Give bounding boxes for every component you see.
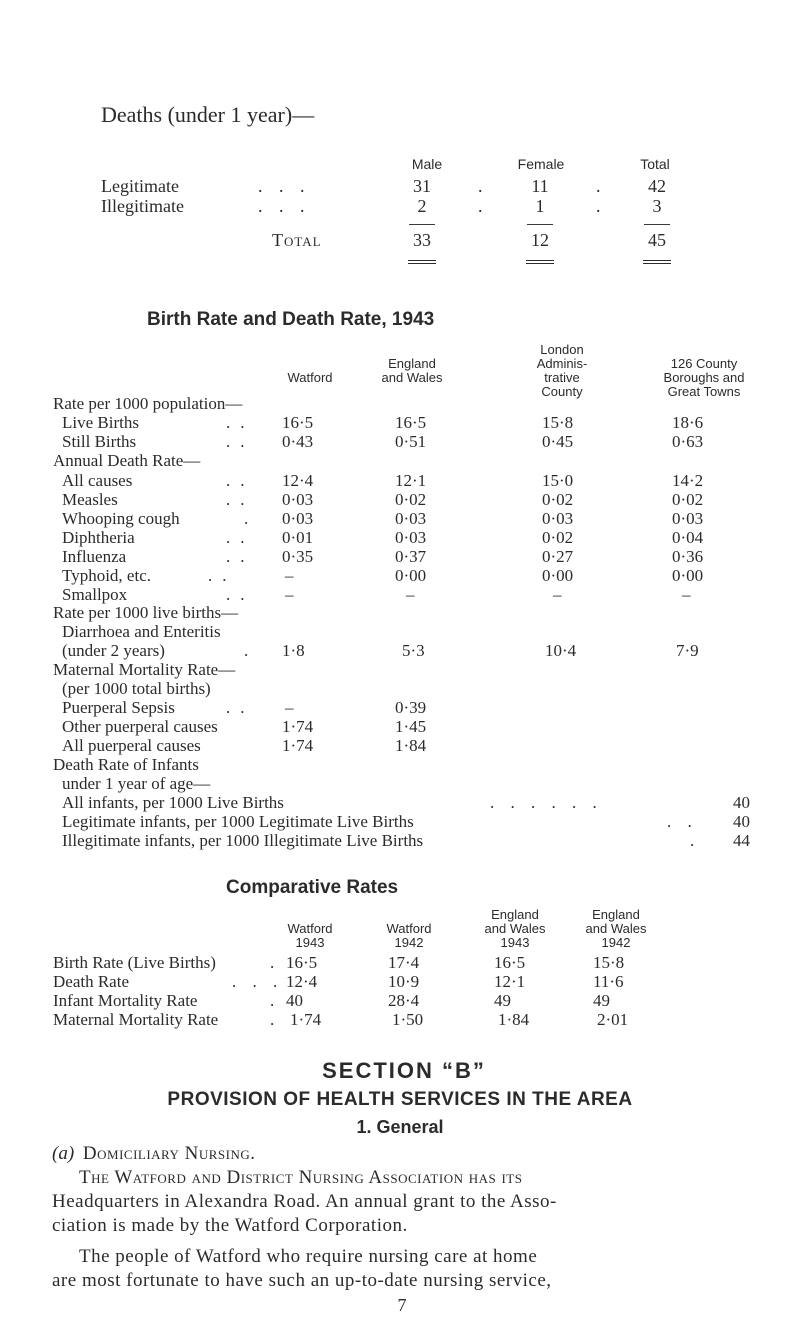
value-watford: 1·74: [282, 717, 314, 736]
male-value: 31: [413, 176, 431, 196]
value-watford: –: [285, 566, 294, 585]
value-watford-1943: 40: [286, 991, 303, 1010]
value-england: 0·39: [395, 698, 427, 717]
row-label: Smallpox: [62, 585, 128, 604]
value-watford: 0·03: [282, 490, 314, 509]
value-watford: 1·8: [282, 641, 305, 660]
leader-dots: ..: [226, 490, 255, 509]
leader-dots: . . . . . .: [490, 793, 603, 812]
comp-col-watford-1942: Watford 1942: [386, 921, 432, 950]
para1-line2: Headquarters in Alexandra Road. An annual grant to the Asso-: [52, 1191, 557, 1212]
leader-dots: .: [244, 641, 249, 660]
value-england: 0·00: [395, 566, 427, 585]
female-value: 11: [531, 176, 549, 196]
value-england-1942: 15·8: [593, 953, 625, 972]
section-b-subheading: PROVISION OF HEALTH SERVICES IN THE AREA: [167, 1089, 633, 1110]
row-label: Maternal Mortality Rate: [53, 1010, 219, 1029]
value-boroughs: 0·04: [672, 528, 704, 547]
item-title: Domiciliary Nursing.: [82, 1143, 256, 1164]
leader-dots: .: [270, 953, 275, 972]
leader-dots: ..: [226, 413, 255, 432]
value-watford-1942: 10·9: [388, 972, 420, 991]
row-label: All puerperal causes: [62, 736, 201, 755]
comp-col-watford-1943: Watford 1943: [287, 921, 333, 950]
col-header-county-boroughs: 126 County Boroughs and Great Towns: [663, 356, 745, 399]
value-boroughs: –: [682, 585, 691, 604]
col-header-london: London Adminis- trative County: [536, 342, 588, 399]
grand-total: 45: [648, 230, 666, 250]
value-england: 0·51: [395, 432, 427, 451]
value-london: 0·02: [542, 490, 574, 509]
value-london: 0·27: [542, 547, 574, 566]
section-rate-live-births: Rate per 1000 live births—: [53, 603, 239, 622]
row-label: Infant Mortality Rate: [53, 991, 198, 1010]
value-england: –: [406, 585, 415, 604]
value-england: 0·02: [395, 490, 427, 509]
section-maternal-mortality: Maternal Mortality Rate—: [53, 660, 236, 679]
value-watford-1943: 16·5: [286, 953, 318, 972]
row-label: Other puerperal causes: [62, 717, 218, 736]
leader-dots: .: [596, 196, 601, 216]
double-rule: [643, 260, 671, 264]
value-watford-1943: 1·74: [290, 1010, 322, 1029]
leader-dots: .: [270, 991, 275, 1010]
sum-rule: [409, 224, 435, 225]
value-london: 0·03: [542, 509, 574, 528]
row-label: All causes: [62, 471, 133, 490]
value-boroughs: 0·63: [672, 432, 704, 451]
value-watford: 1·74: [282, 736, 314, 755]
value-england-1942: 11·6: [593, 972, 624, 991]
value-england-1942: 49: [593, 991, 610, 1010]
value-england-1943: 49: [494, 991, 511, 1010]
comp-col-england-1942: England and Wales 1942: [585, 907, 647, 950]
value-watford-1942: 17·4: [388, 953, 420, 972]
value-watford: 0·01: [282, 528, 314, 547]
leader-dots: .: [478, 196, 483, 216]
double-rule: [526, 260, 554, 264]
sum-rule: [644, 224, 670, 225]
value-watford: 0·43: [282, 432, 314, 451]
row-label: Influenza: [62, 547, 127, 566]
value-boroughs: 14·2: [672, 471, 704, 490]
section-b-heading: SECTION “B”: [322, 1058, 486, 1083]
male-total: 33: [413, 230, 431, 250]
leader-dots: ..: [226, 698, 255, 717]
row-label: Illegitimate infants, per 1000 Illegitimate Live Births: [62, 831, 424, 850]
value-england: 16·5: [395, 413, 427, 432]
total-label: Total: [272, 230, 322, 250]
value-london: 15·0: [542, 471, 574, 490]
leader-dots: .: [690, 831, 701, 850]
leader-dots: .: [596, 176, 601, 196]
female-total: 12: [531, 230, 549, 250]
item-label: (a): [52, 1143, 75, 1164]
value-boroughs: 18·6: [672, 413, 704, 432]
row-label: All infants, per 1000 Live Births: [62, 793, 284, 812]
value-london: 0·02: [542, 528, 574, 547]
value-watford: 12·4: [282, 471, 314, 490]
value-england-1943: 12·1: [494, 972, 526, 991]
deaths-heading: Deaths (under 1 year)—: [101, 102, 315, 127]
leader-dots: . . .: [232, 972, 284, 991]
value-england-1943: 16·5: [494, 953, 526, 972]
row-label: Live Births: [62, 413, 139, 432]
row-label-continued: (under 2 years): [62, 641, 165, 660]
row-label: Legitimate: [101, 176, 179, 196]
comparative-title: Comparative Rates: [226, 877, 399, 898]
row-label: Death Rate: [53, 972, 129, 991]
value-boroughs: 0·36: [672, 547, 704, 566]
value-watford: –: [285, 585, 294, 604]
value-london: 15·8: [542, 413, 574, 432]
value-boroughs: 0·00: [672, 566, 704, 585]
value-watford: 16·5: [282, 413, 314, 432]
value-watford-1943: 12·4: [286, 972, 318, 991]
double-rule: [408, 260, 436, 264]
row-label: Legitimate infants, per 1000 Legitimate Live Births: [62, 812, 414, 831]
value-england-1942: 2·01: [597, 1010, 629, 1029]
value-england: 0·03: [395, 528, 427, 547]
row-label: Diarrhoea and Enteritis: [62, 622, 221, 641]
value-england: 1·45: [395, 717, 427, 736]
value-england: 0·37: [395, 547, 427, 566]
value-watford: 0·35: [282, 547, 314, 566]
para2-line1: The people of Watford who require nursing care at home: [79, 1246, 538, 1267]
value-watford-1942: 1·50: [392, 1010, 424, 1029]
general-heading: 1. General: [356, 1117, 444, 1137]
value-boroughs: 0·02: [672, 490, 704, 509]
value-boroughs: 7·9: [676, 641, 699, 660]
leader-dots: . .: [667, 812, 698, 831]
comp-col-england-1943: England and Wales 1943: [484, 907, 546, 950]
total-value: 3: [652, 196, 662, 216]
row-label: Still Births: [62, 432, 137, 451]
domiciliary-nursing-heading: [52, 1143, 256, 1165]
leader-dots: ..: [226, 547, 255, 566]
section-rate-population: Rate per 1000 population—: [53, 394, 243, 413]
value-watford: 0·03: [282, 509, 314, 528]
para1-line1: The Watford and District Nursing Association has its: [79, 1167, 523, 1188]
row-label: Measles: [62, 490, 118, 509]
leader-dots: ..: [226, 528, 255, 547]
value-england: 5·3: [402, 641, 425, 660]
para2-line2: are most fortunate to have such an up-to-date nursing service,: [52, 1270, 552, 1291]
row-label: Diphtheria: [62, 528, 135, 547]
row-label: Whooping cough: [62, 509, 180, 528]
value-england-1943: 1·84: [498, 1010, 530, 1029]
value: 40: [733, 812, 750, 831]
value-england: 0·03: [395, 509, 427, 528]
row-label: Typhoid, etc.: [62, 566, 151, 585]
leader-dots: ..: [226, 432, 255, 451]
leader-dots: . . .: [258, 196, 311, 216]
value-england: 1·84: [395, 736, 427, 755]
birth-death-title: Birth Rate and Death Rate, 1943: [147, 309, 435, 330]
section-annual-death-rate: Annual Death Rate—: [53, 451, 201, 470]
section-infant-death-rate: Death Rate of Infants: [53, 755, 199, 774]
value-watford: –: [285, 698, 294, 717]
col-header-female: Female: [517, 156, 565, 172]
male-value: 2: [417, 196, 427, 216]
leader-dots: ..: [226, 585, 255, 604]
leader-dots: . . .: [258, 176, 311, 196]
value-london: –: [553, 585, 562, 604]
page-number: 7: [397, 1295, 407, 1315]
value-london: 0·00: [542, 566, 574, 585]
leader-dots: ..: [226, 471, 255, 490]
value-watford-1942: 28·4: [388, 991, 420, 1010]
section-infant-death-rate-sub: under 1 year of age—: [62, 774, 211, 793]
row-label: Illegitimate: [101, 196, 184, 216]
value-boroughs: 0·03: [672, 509, 704, 528]
col-header-england-wales: England and Wales: [381, 356, 443, 385]
col-header-male: Male: [411, 156, 443, 172]
value: 40: [733, 793, 750, 812]
row-label: Birth Rate (Live Births): [53, 953, 216, 972]
value: 44: [733, 831, 750, 850]
female-value: 1: [535, 196, 545, 216]
leader-dots: .: [478, 176, 483, 196]
value-london: 10·4: [545, 641, 577, 660]
total-value: 42: [648, 176, 666, 196]
value-london: 0·45: [542, 432, 574, 451]
col-header-watford: Watford: [287, 370, 333, 385]
col-header-total: Total: [640, 156, 670, 172]
leader-dots: .: [270, 1010, 275, 1029]
leader-dots: .: [244, 509, 249, 528]
leader-dots: ..: [208, 566, 237, 585]
section-maternal-mortality-sub: (per 1000 total births): [62, 679, 211, 698]
row-label: Puerperal Sepsis: [62, 698, 175, 717]
sum-rule: [527, 224, 553, 225]
para1-line3: ciation is made by the Watford Corporation.: [52, 1215, 408, 1236]
value-england: 12·1: [395, 471, 427, 490]
